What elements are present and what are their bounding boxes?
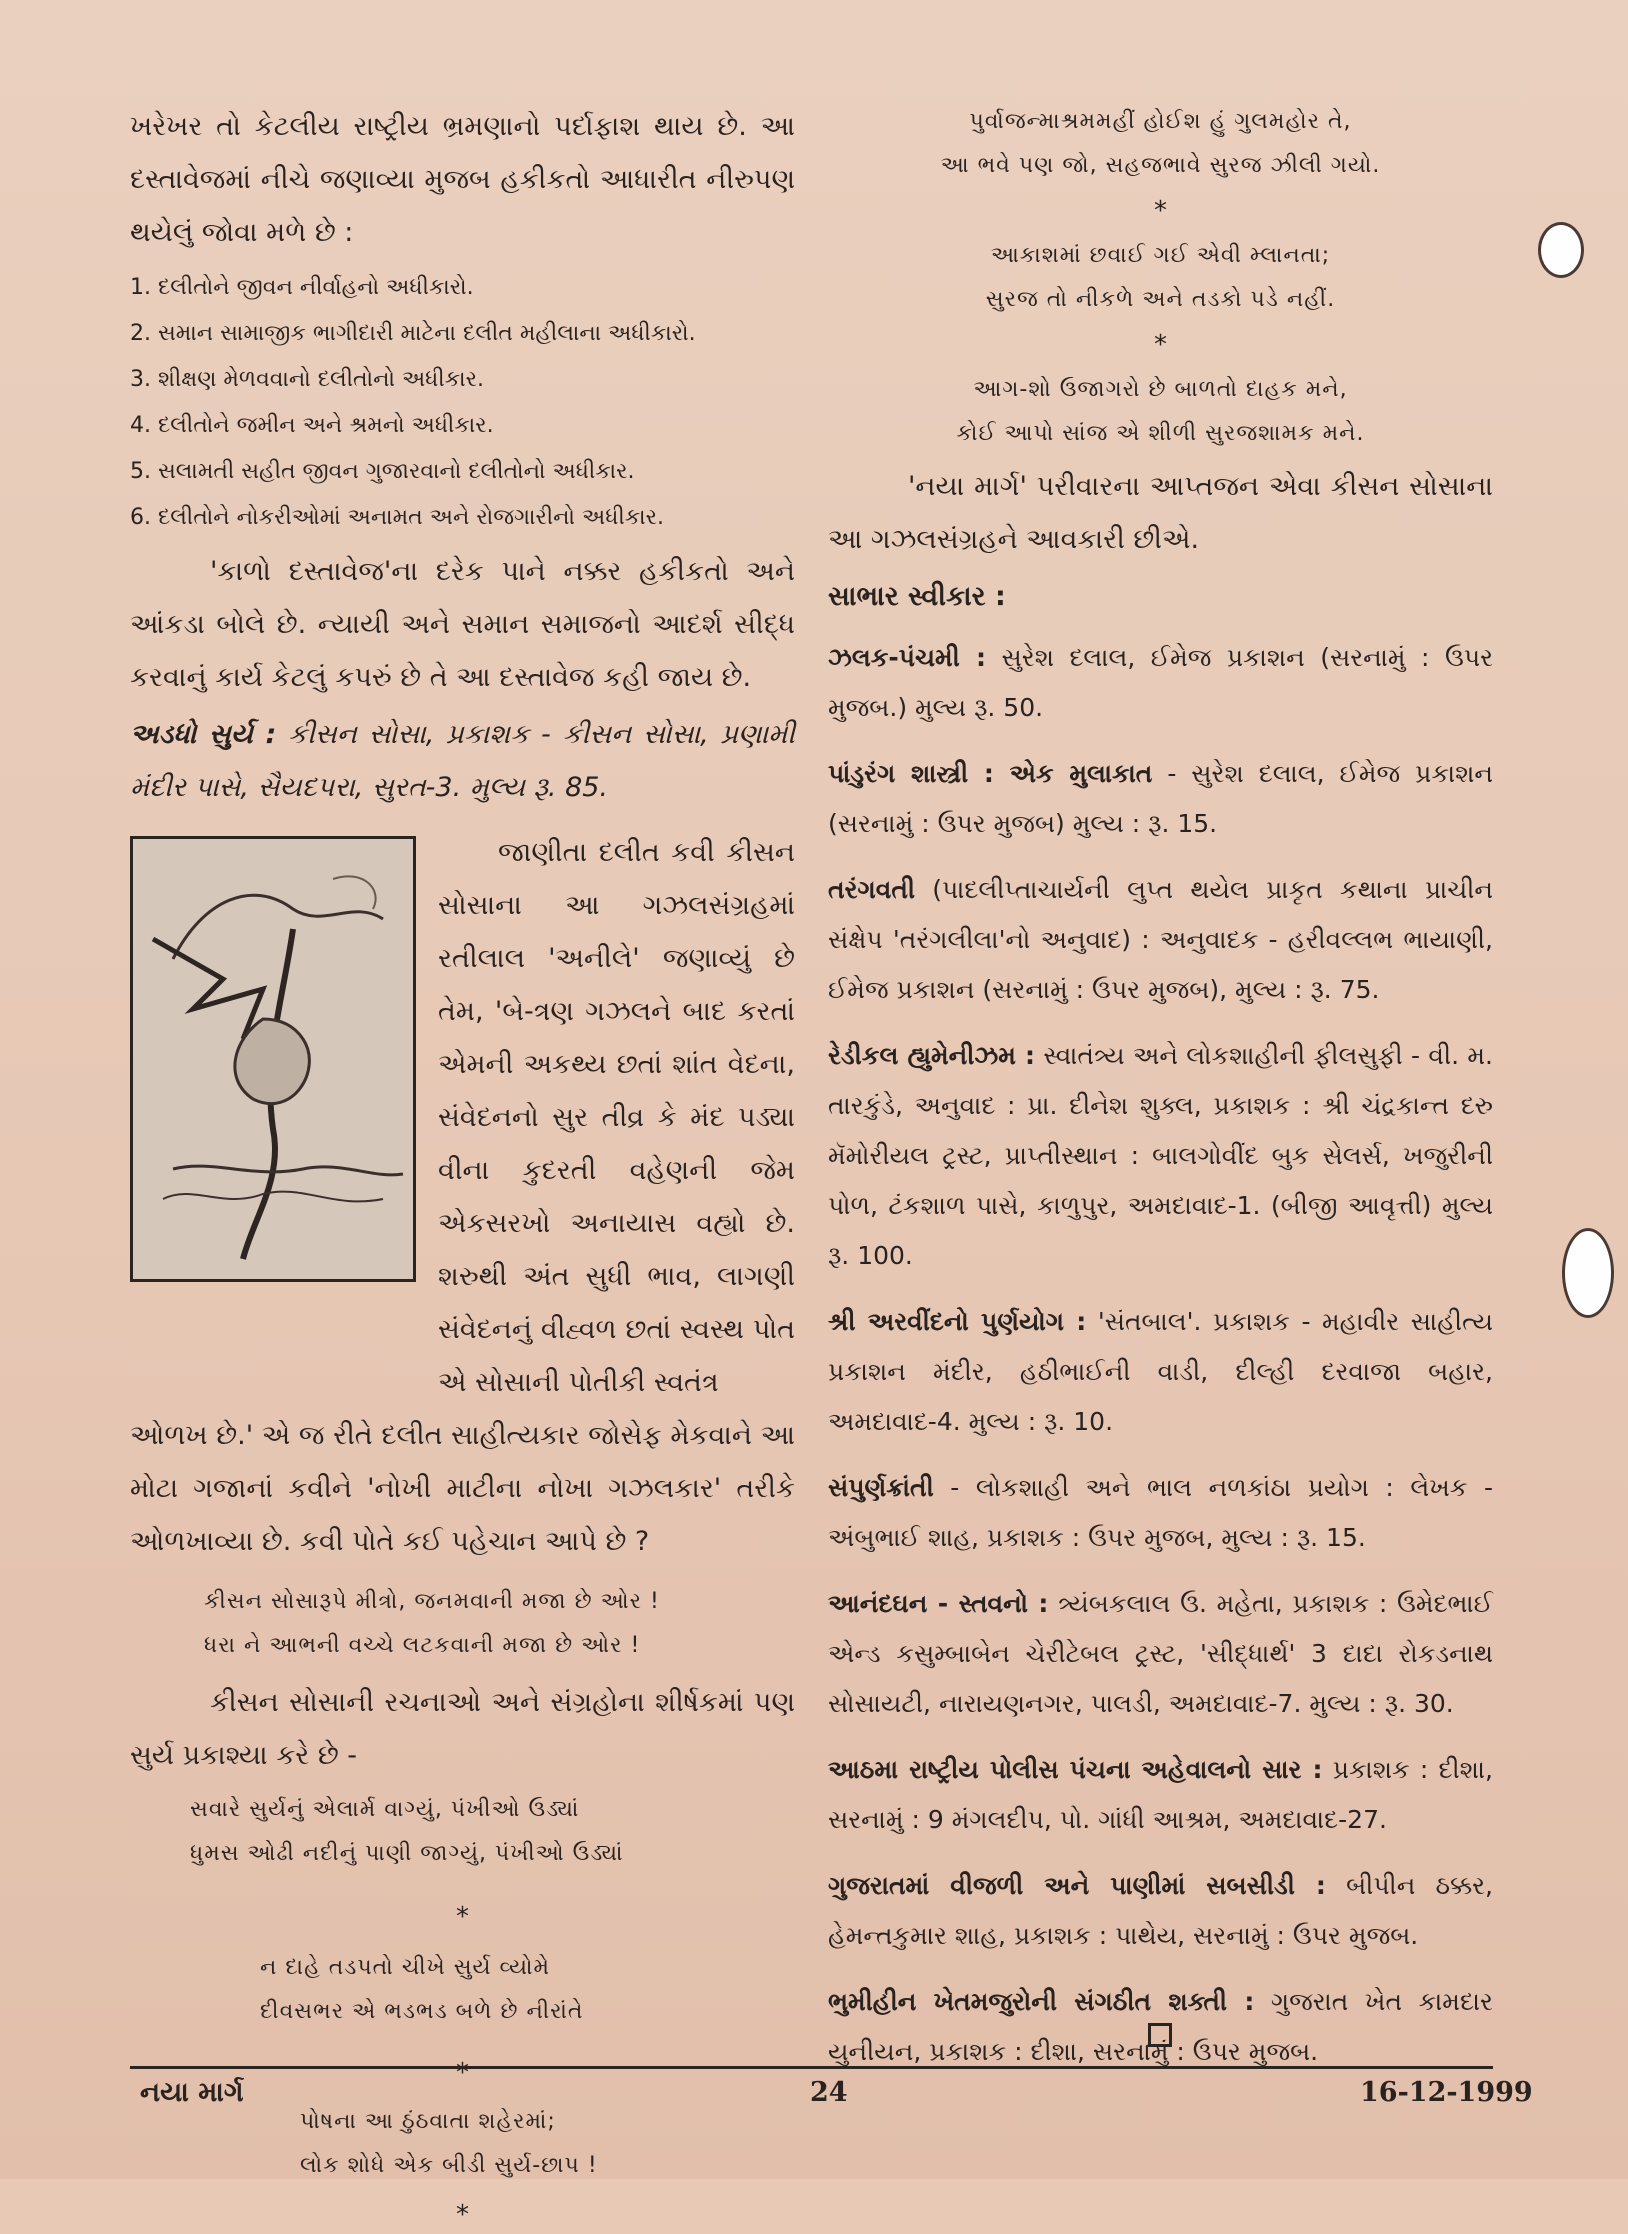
book-entry: આઠમા રાષ્ટ્રીય પોલીસ પંચના અહેવાલનો સાર : પ્રકાશક : દીશા, સરનામું : 9 મંગલદીપ, પો. ગાંધી આશ્રમ, અમદાવાદ-27. <box>828 1755 1493 1834</box>
verse-line: લોક શોધે એક બીડી સુર્ય-છાપ ! <box>300 2153 598 2178</box>
left-column <box>130 100 795 2234</box>
book-cover-illustration <box>133 839 413 1279</box>
verse-line: ધુમસ ઓઢી નદીનું પાણી જાગ્યું, પંખીઓ ઉડ્યાં <box>190 1841 624 1866</box>
verse-line: પુર્વાજન્માશ્રમમહીં હોઈશ હું ગુલમહોર તે, <box>969 109 1352 134</box>
figure-block <box>130 826 795 1409</box>
punch-hole <box>1562 1228 1614 1318</box>
book-title: અડધો સુર્ય : <box>130 719 277 750</box>
verse-line: આગ-શો ઉજાગરો છે બાળતો દાહક મને, <box>973 377 1348 402</box>
book-info: કીસન સોસા, પ્રકાશક - કીસન સોસા, પ્રણામી મંદીર પાસે, સૈયદપરા, સુરત-3. મુલ્ય રૂ. 85. <box>130 719 796 803</box>
book-cover-image <box>130 836 416 1282</box>
footer-date: 16-12-1999 <box>1360 2077 1533 2108</box>
book-review-heading <box>130 708 795 814</box>
right-column <box>828 100 1493 2093</box>
book-entry: ઝલક-પંચમી : સુરેશ દલાલ, ઈમેજ પ્રકાશન (સરનામું : ઉપર મુજબ.) મુલ્ય રૂ. 50. <box>828 643 1493 722</box>
verse-line: ધરા ને આભની વચ્ચે લટકવાની મજા છે ઓર ! <box>204 1633 641 1658</box>
review-paragraph: જાણીતા દલીત કવી કીસન સોસાના આ ગઝલસંગ્રહમાં રતીલાલ 'અનીલે' જણાવ્યું છે તેમ, 'બે-ત્રણ ગઝલને બાદ કરતાં એમની અકથ્ય છતાં શાંત વેદના, સંવેદનનો સુર તીવ્ર કે મંદ પડ્યા વીના કુદરતી વહેણની જેમ એકસરખો અનાયાસ વહ્યો છે. શરુથી અંત સુધી ભાવ, લાગણી સંવેદનનું વીહ્વળ છતાં સ્વસ્થ પોત એ સોસાની પોતીકી સ્વતંત્ર <box>438 837 795 1398</box>
separator-star: * <box>456 1902 469 1932</box>
list-item: 5. સલામતી સહીત જીવન ગુજારવાનો દલીતોનો અધીકાર. <box>130 459 635 484</box>
verse-line: આ ભવે પણ જો, સહજભાવે સુરજ ઝીલી ગયો. <box>940 153 1381 178</box>
couplet <box>260 1946 795 2034</box>
verse-line: સવારે સુર્યનું એલાર્મ વાગ્યું, પંખીઓ ઉડ્યાં <box>190 1797 580 1822</box>
verse-line: ન દાહે તડપતો ચીખે સુર્ય વ્યોમે <box>260 1955 551 1980</box>
document-paragraph: 'કાળો દસ્તાવેજ'ના દરેક પાને નક્કર હકીકતો અને આંકડા બોલે છે. ન્યાયી અને સમાન સમાજનો આદર્શ સીદ્ધ કરવાનું કાર્ય કેટલું કપરું છે તે આ દસ્તાવેજ કહી જાય છે. <box>130 556 795 693</box>
acknowledgement-heading: સાભાર સ્વીકાર : <box>828 581 1006 612</box>
footer-divider <box>130 2066 1493 2069</box>
list-item: 2. સમાન સામાજીક ભાગીદારી માટેના દલીત મહીલાના અધીકારો. <box>130 321 696 346</box>
separator-star: * <box>1154 196 1167 226</box>
list-item: 6. દલીતોને નોકરીઓમાં અનામત અને રોજગારીનો અધીકાર. <box>130 505 665 530</box>
verse-line: દીવસભર એ ભડભડ બળે છે નીરાંતે <box>260 1999 584 2024</box>
list-item: 4. દલીતોને જમીન અને શ્રમનો અધીકાર. <box>130 413 494 438</box>
intro-paragraph: ખરેખર તો કેટલીય રાષ્ટ્રીય ભ્રમણાનો પર્દાફાશ થાય છે. આ દસ્તાવેજમાં નીચે જણાવ્યા મુજબ હકીકતો આધારીત નીરુપણ થયેલું જોવા મળે છે : <box>130 111 795 248</box>
footer-magazine-name: નયા માર્ગ <box>140 2077 244 2108</box>
separator-star: * <box>456 2200 469 2230</box>
book-entry: શ્રી અરવીંદનો પુર્ણયોગ : 'સંતબાલ'. પ્રકાશક - મહાવીર સાહીત્ય પ્રકાશન મંદીર, હઠીભાઈની વાડી, દીલ્હી દરવાજા બહાર, અમદાવાદ-4. મુલ્ય : રૂ. 10. <box>828 1307 1493 1436</box>
list-item: 1. દલીતોને જીવન નીર્વાહનો અધીકારો. <box>130 275 474 300</box>
couplet <box>828 100 1493 188</box>
review-continuation: ઓળખ છે.' એ જ રીતે દલીત સાહીત્યકાર જોસેફ મેકવાને આ મોટા ગજાનાં કવીને 'નોખી માટીના નોખા ગઝલકાર' તરીકે ઓળખાવ્યા છે. કવી પોતે કઈ પહેચાન આપે છે ? <box>130 1420 795 1557</box>
couplet <box>300 2100 795 2188</box>
footer-page-number: 24 <box>810 2077 848 2108</box>
welcome-paragraph: 'નયા માર્ગ' પરીવારના આપ્તજન એવા કીસન સોસાના આ ગઝલસંગ્રહને આવકારી છીએ. <box>828 471 1493 555</box>
list-item: 3. શીક્ષણ મેળવવાનો દલીતોનો અધીકાર. <box>130 367 484 392</box>
couplet <box>828 234 1493 322</box>
separator-star: * <box>1154 330 1167 360</box>
couplet <box>190 1788 795 1876</box>
end-mark-square <box>1148 2023 1172 2047</box>
verse-line: કોઈ આપો સાંજ એ શીળી સુરજશામક મને. <box>956 421 1365 446</box>
book-entry: આનંદઘન - સ્તવનો : ત્ર્યંબકલાલ ઉ. મહેતા, પ્રકાશક : ઉમેદભાઈ એન્ડ કસુમ્બાબેન ચેરીટેબલ ટ્રસ્ટ, 'સીદ્ધાર્થ' 3 દાદા રોકડનાથ સોસાયટી, નારાયણનગર, પાલડી, અમદાવાદ-7. મુલ્ય : રૂ. 30. <box>828 1589 1493 1718</box>
verse-line: પોષના આ ઠુંઠવાતા શહેરમાં; <box>300 2109 556 2134</box>
rights-list <box>130 265 795 541</box>
couplet <box>828 368 1493 456</box>
book-entry: ભુમીહીન ખેતમજુરોની સંગઠીત શક્તી : ગુજરાત ખેત કામદાર યુનીયન, પ્રકાશક : દીશા, સરનામું : ઉપર મુજબ. <box>828 1987 1493 2066</box>
verse-line: કીસન સોસારૂપે મીત્રો, જનમવાની મજા છે ઓર ! <box>204 1589 660 1614</box>
verse-line: સુરજ તો નીકળે અને તડકો પડે નહીં. <box>985 287 1336 312</box>
book-entry: પાંડુરંગ શાસ્ત્રી : એક મુલાકાત - સુરેશ દલાલ, ઈમેજ પ્રકાશન (સરનામું : ઉપર મુજબ) મુલ્ય : રૂ. 15. <box>828 759 1493 838</box>
book-entry: રેડીકલ હ્યુમેનીઝમ : સ્વાતંત્ર્ય અને લોકશાહીની ફીલસુફી - વી. મ. તારકુંડે, અનુવાદ : પ્રા. દીનેશ શુક્લ, પ્રકાશક : શ્રી ચંદ્રકાન્ત દરુ મૅમોરીયલ ટ્રસ્ટ, પ્રાપ્તીસ્થાન : બાલગોવીંદ બુક સેલર્સ, ખજુરીની પોળ, ટંકશાળ પાસે, કાળુપુર, અમદાવાદ-1. (બીજી આવૃત્તી) મુલ્ય રૂ. 100. <box>828 1041 1493 1270</box>
book-entry: ગુજરાતમાં વીજળી અને પાણીમાં સબસીડી : બીપીન ઠક્કર, હેમન્તકુમાર શાહ, પ્રકાશક : પાથેય, સરનામું : ઉપર મુજબ. <box>828 1871 1493 1950</box>
couplet <box>204 1580 795 1668</box>
punch-hole <box>1538 222 1584 278</box>
verse-line: આકાશમાં છવાઈ ગઈ એવી મ્લાનતા; <box>990 243 1331 268</box>
separator-star: * <box>456 2058 469 2088</box>
book-entry: સંપુર્ણક્રાંતી - લોકશાહી અને ભાલ નળકાંઠા પ્રયોગ : લેખક - અંબુભાઈ શાહ, પ્રકાશક : ઉપર મુજબ, મુલ્ય : રૂ. 15. <box>828 1473 1493 1552</box>
sun-paragraph: કીસન સોસાની રચનાઓ અને સંગ્રહોના શીર્ષકમાં પણ સુર્ય પ્રકાશ્યા કરે છે - <box>130 1687 795 1771</box>
book-entry: તરંગવતી (પાદલીપ્તાચાર્યની લુપ્ત થયેલ પ્રાકૃત કથાના પ્રાચીન સંક્ષેપ 'તરંગલીલા'નો અનુવાદ) : અનુવાદક - હરીવલ્લભ ભાયાણી, ઈમેજ પ્રકાશન (સરનામું : ઉપર મુજબ), મુલ્ય : રૂ. 75. <box>828 875 1493 1004</box>
